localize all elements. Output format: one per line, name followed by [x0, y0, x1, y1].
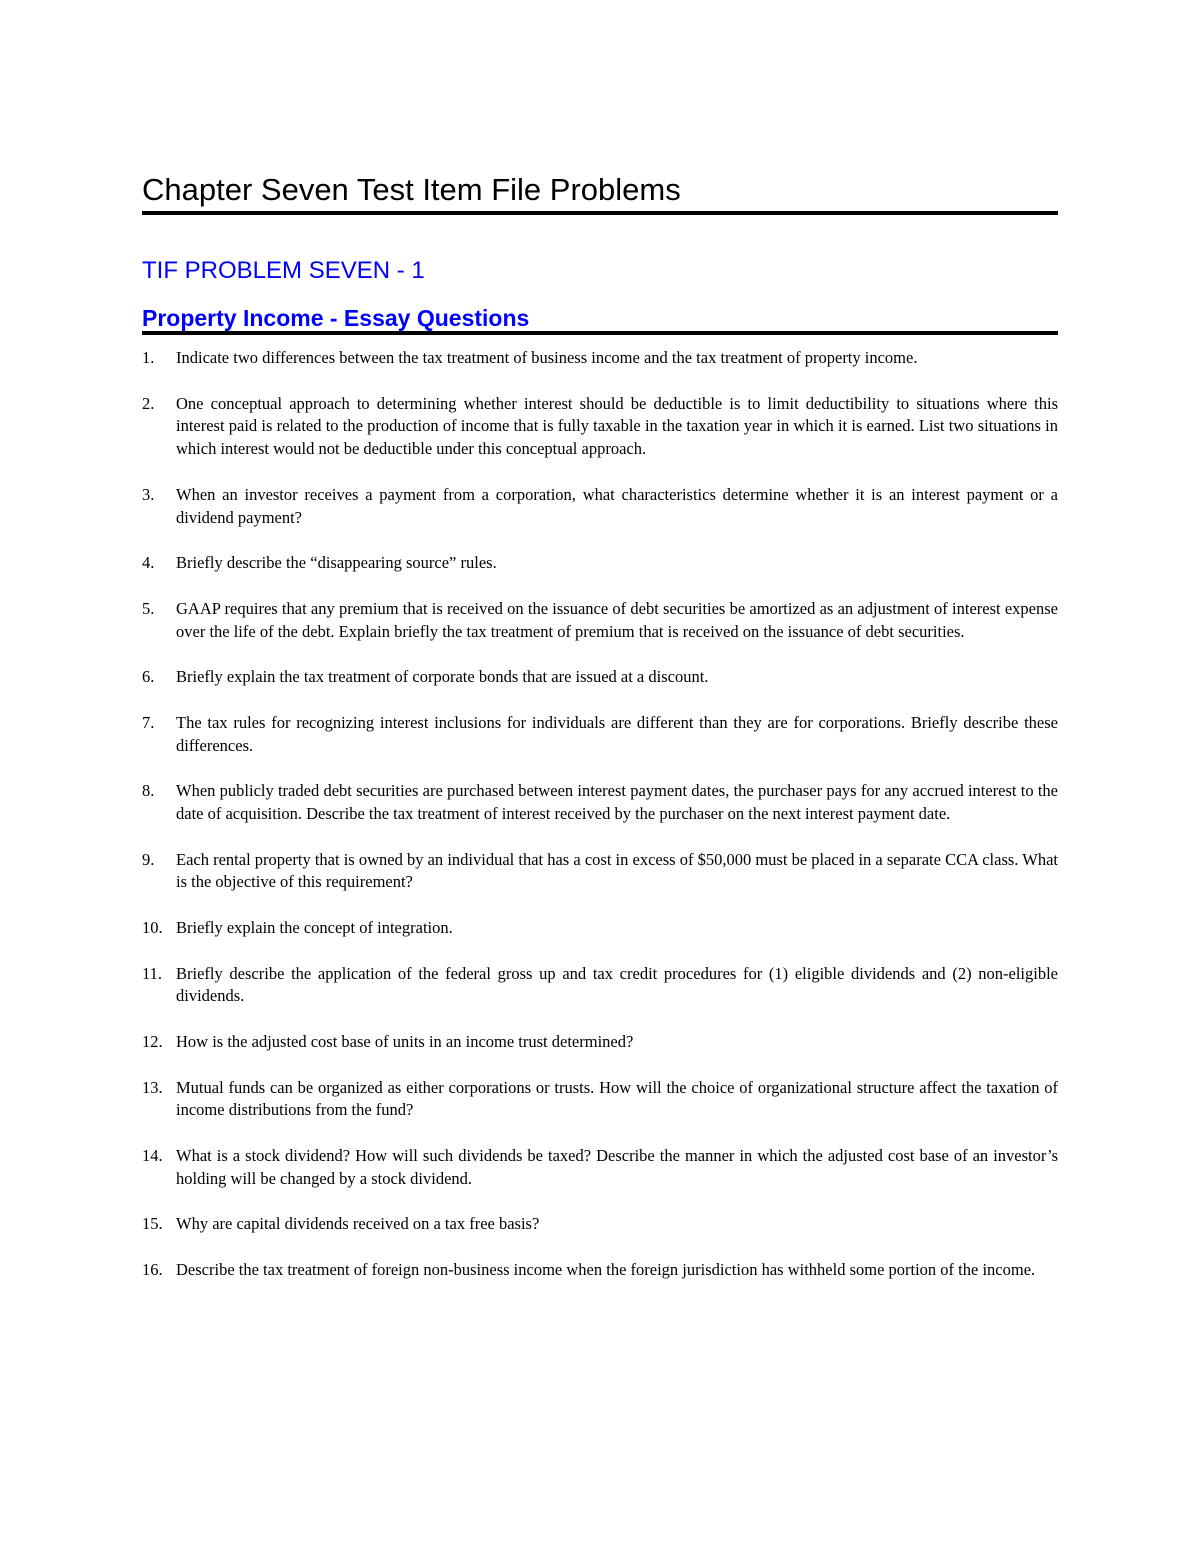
question-item: [142, 393, 1058, 461]
question-item: [142, 1145, 1058, 1191]
question-number: 8.: [142, 781, 155, 801]
question-text: Briefly describe the application of the federal gross up and tax credit procedures for (1) eligible dividends and (2) non-eligible dividends.: [176, 963, 1058, 1006]
question-number: 10.: [142, 917, 163, 937]
question-item: [142, 1213, 1058, 1236]
question-item: [142, 1077, 1058, 1123]
question-text: Each rental property that is owned by an individual that has a cost in excess of $50,000 must be placed in a separate CCA class. What is the objective of this requirement?: [176, 849, 1058, 892]
question-text: One conceptual approach to determining whether interest should be deductible is to limit deductibility to situations where this interest paid is related to the production of income that is fully taxable in the taxation year in which it is earned. List two situations in which interest would not be deductible under this conceptual approach.: [176, 393, 1058, 459]
question-item: [142, 917, 1058, 940]
title-underline: [142, 211, 1058, 215]
question-item: [142, 598, 1058, 644]
question-text: When publicly traded debt securities are purchased between interest payment dates, the purchaser pays for any accrued interest to the date of acquisition. Describe the tax treatment of interest received by the purchaser on the next interest payment date.: [176, 781, 1058, 823]
question-item: [142, 849, 1058, 895]
question-list: [142, 347, 1058, 1304]
question-item: [142, 552, 1058, 575]
chapter-title: Chapter Seven Test Item File Problems: [142, 172, 681, 207]
question-item: [142, 1031, 1058, 1054]
question-number: 4.: [142, 553, 155, 573]
question-number: 15.: [142, 1214, 163, 1234]
question-text: GAAP requires that any premium that is received on the issuance of debt securities be amortized as an adjustment of interest expense over the life of the debt. Explain briefly the tax treatment of premium that is received on the issuance of debt securities.: [176, 598, 1058, 641]
question-number: 16.: [142, 1259, 163, 1279]
question-number: 14.: [142, 1145, 163, 1165]
question-number: 11.: [142, 963, 163, 983]
question-item: [142, 666, 1058, 689]
question-text: Briefly explain the tax treatment of corporate bonds that are issued at a discount.: [176, 667, 709, 687]
question-text: What is a stock dividend? How will such dividends be taxed? Describe the manner in which the adjusted cost base of an investor’s holding will be changed by a stock dividend.: [176, 1145, 1058, 1188]
question-item: [142, 712, 1058, 758]
question-number: 12.: [142, 1031, 163, 1051]
question-number: 3.: [142, 484, 155, 504]
question-item: [142, 1259, 1058, 1282]
question-text: Briefly explain the concept of integration.: [176, 917, 453, 937]
question-text: The tax rules for recognizing interest inclusions for individuals are different than they are for corporations. Briefly describe these differences.: [176, 712, 1058, 755]
section-underline: [142, 331, 1058, 335]
question-text: Briefly describe the “disappearing source” rules.: [176, 553, 497, 573]
question-item: [142, 963, 1058, 1009]
question-number: 6.: [142, 667, 155, 687]
question-text: How is the adjusted cost base of units in an income trust determined?: [176, 1031, 634, 1051]
question-number: 1.: [142, 348, 155, 367]
question-item: [142, 347, 1058, 370]
problem-title: TIF PROBLEM SEVEN - 1: [142, 257, 425, 284]
question-item: [142, 780, 1058, 826]
question-text: Indicate two differences between the tax treatment of business income and the tax treatment of property income.: [176, 348, 918, 367]
question-number: 2.: [142, 393, 155, 413]
question-number: 5.: [142, 598, 155, 618]
question-item: [142, 484, 1058, 530]
question-text: Describe the tax treatment of foreign non-business income when the foreign jurisdiction has withheld some portion of the income.: [176, 1259, 1036, 1279]
question-number: 7.: [142, 712, 155, 732]
question-number: 13.: [142, 1077, 163, 1097]
question-text: Why are capital dividends received on a tax free basis?: [176, 1214, 540, 1234]
question-text: Mutual funds can be organized as either corporations or trusts. How will the choice of organizational structure affect the taxation of income distributions from the fund?: [176, 1077, 1058, 1120]
question-text: When an investor receives a payment from a corporation, what characteristics determine whether it is an interest payment or a dividend payment?: [176, 484, 1058, 527]
section-title: Property Income - Essay Questions: [142, 305, 530, 331]
question-number: 9.: [142, 849, 155, 869]
